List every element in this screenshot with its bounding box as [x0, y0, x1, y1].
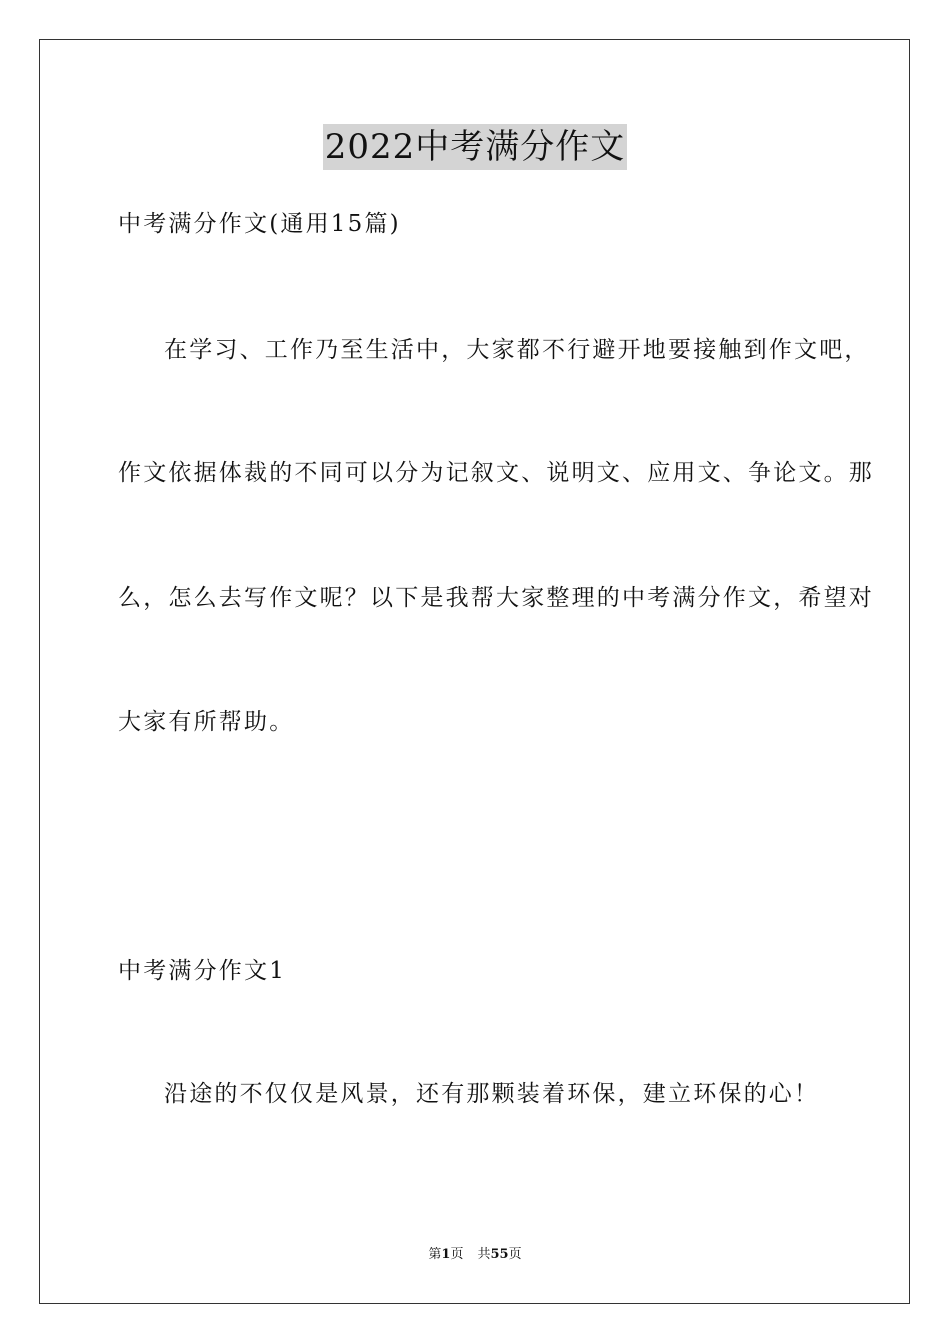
document-title: 2022中考满分作文	[323, 124, 628, 170]
footer-page-suffix: 页	[450, 1247, 464, 1262]
intro-line-3: 么，怎么去写作文呢？以下是我帮大家整理的中考满分作文，希望对	[118, 585, 874, 611]
section-line-1: 沿途的不仅仅是风景，还有那颗装着环保，建立环保的心！	[164, 1081, 820, 1107]
footer-page-number: 1	[441, 1247, 451, 1262]
page-footer	[0, 1246, 950, 1264]
document-subtitle: 中考满分作文(通用15篇)	[118, 211, 401, 237]
intro-line-4: 大家有所帮助。	[118, 709, 295, 735]
footer-total-prefix: 共	[477, 1247, 491, 1262]
intro-line-1: 在学习、工作乃至生活中，大家都不行避开地要接触到作文吧，	[164, 337, 870, 363]
footer-total-pages: 55	[490, 1247, 509, 1262]
section-heading: 中考满分作文1	[118, 958, 287, 984]
footer-page-prefix: 第	[428, 1247, 442, 1262]
title-container	[0, 124, 950, 170]
intro-line-2: 作文依据体裁的不同可以分为记叙文、说明文、应用文、争论文。那	[118, 460, 874, 486]
footer-total-suffix: 页	[508, 1247, 522, 1262]
